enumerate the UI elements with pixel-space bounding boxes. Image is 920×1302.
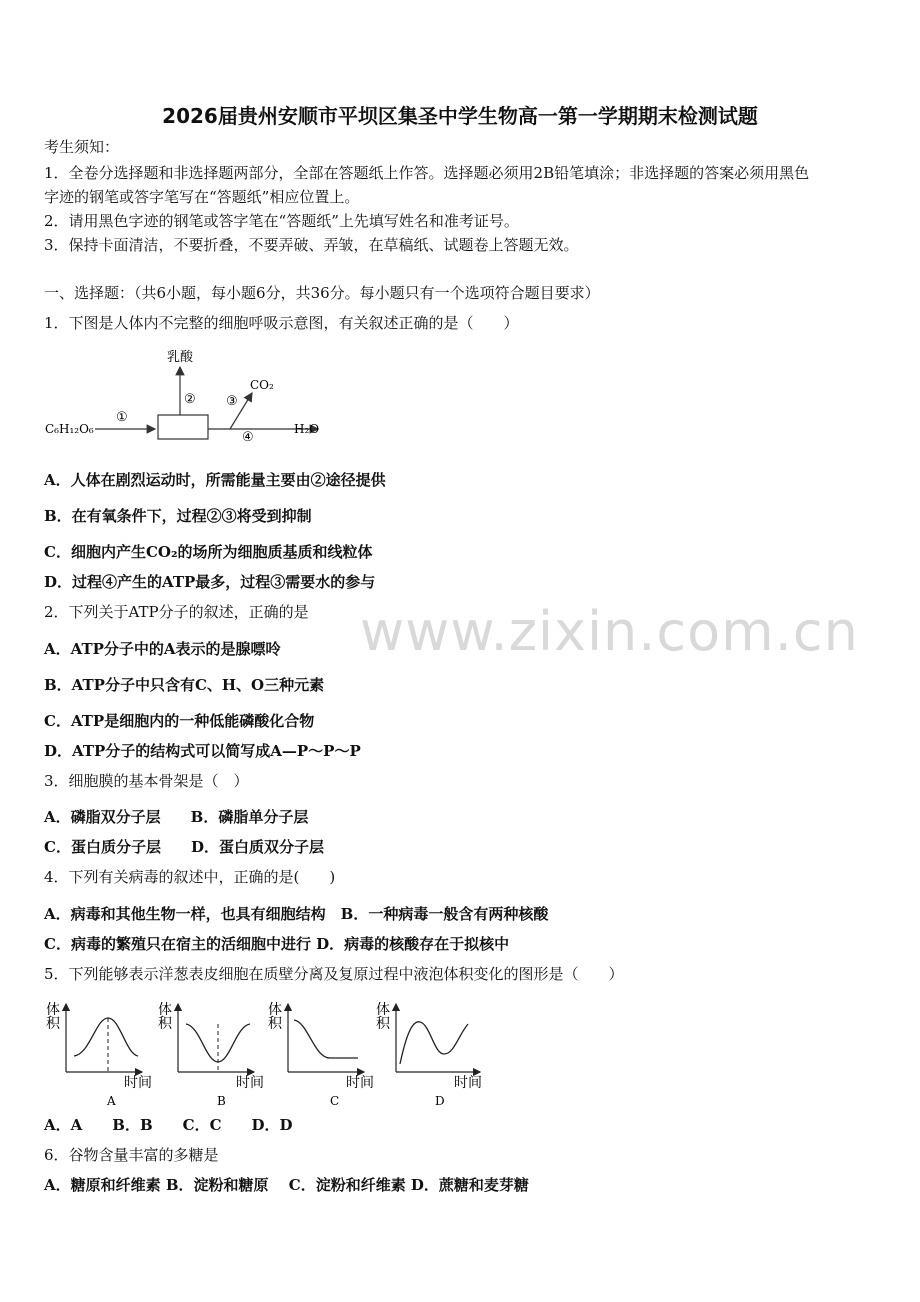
x-axis-label: 时间 [124,1075,152,1091]
question-1-stem: 1．下图是人体内不完整的细胞呼吸示意图，有关叙述正确的是（ ） [44,314,519,332]
question-2-option-b: B．ATP分子中只含有C、H、O三种元素 [44,676,325,694]
graph-label-d: D [435,1094,445,1108]
question-1-option-d: D．过程④产生的ATP最多，过程③需要水的参与 [44,573,376,591]
step-3-label: ③ [226,394,238,409]
step-2-label: ② [184,392,196,407]
y-axis-label: 积 [158,1016,172,1032]
question-2-stem: 2．下列关于ATP分子的叙述，正确的是 [44,603,309,621]
question-3-options-row-2: C．蛋白质分子层 D．蛋白质双分子层 [44,838,324,856]
y-axis-label: 体 [46,1002,60,1018]
question-4-options-row-1: A．病毒和其他生物一样，也具有细胞结构 B．一种病毒一般含有两种核酸 [44,905,549,923]
notice-item: 1．全卷分选择题和非选择题两部分，全部在答题纸上作答。选择题必须用2B铅笔填涂；非选择题的答案必须用黑色 [44,164,810,182]
question-4-options-row-2: C．病毒的繁殖只在宿主的活细胞中进行 D．病毒的核酸存在于拟核中 [44,935,510,953]
volume-graphs [40,996,500,1108]
step-4-label: ④ [242,430,254,445]
question-4-stem: 4．下列有关病毒的叙述中，正确的是( ) [44,868,336,886]
question-1-option-a: A．人体在剧烈运动时，所需能量主要由②途径提供 [44,471,386,489]
graph-label-c: C [330,1094,340,1108]
graph-a [46,1001,152,1108]
question-6-options: A．糖原和纤维素 B．淀粉和糖原 C．淀粉和纤维素 D．蔗糖和麦芽糖 [44,1176,529,1194]
graph-label-a: A [107,1094,116,1108]
x-axis-label: 时间 [346,1075,374,1091]
question-1-option-b: B．在有氧条件下，过程②③将受到抑制 [44,507,312,525]
page-title: 2026届贵州安顺市平坝区集圣中学生物高一第一学期期末检测试题 [162,104,758,128]
step-1-label: ① [116,410,128,425]
x-axis-label: 时间 [454,1075,482,1091]
y-axis-label: 体 [376,1002,390,1018]
respiration-diagram [40,345,340,455]
notice-heading: 考生须知： [44,138,120,156]
question-3-options-row-1: A．磷脂双分子层 B．磷脂单分子层 [44,808,309,826]
notice-item: 2．请用黑色字迹的钢笔或答字笔在“答题纸”上先填写姓名和准考证号。 [44,212,519,230]
section-heading: 一、选择题：（共6小题，每小题6分，共36分。每小题只有一个选项符合题目要求） [44,284,600,302]
lactic-acid-label: 乳酸 [167,350,194,365]
question-2-option-c: C．ATP是细胞内的一种低能磷酸化合物 [44,712,315,730]
reaction-box [158,415,208,439]
glucose-label: C₆H₁₂O₆ [45,422,94,436]
question-2-option-d: D．ATP分子的结构式可以简写成A—P～P～P [44,742,361,760]
question-5-options: A．A B．B C．C D．D [44,1116,293,1134]
question-3-stem: 3．细胞膜的基本骨架是（ ） [44,772,249,790]
x-axis-label: 时间 [236,1075,264,1091]
graph-d [376,1001,482,1108]
y-axis-label: 体 [268,1002,282,1018]
graph-c [268,1001,374,1108]
question-6-stem: 6．谷物含量丰富的多糖是 [44,1146,219,1164]
y-axis-label: 积 [46,1016,60,1032]
water-label: H₂O [294,422,320,436]
co2-label: CO₂ [250,378,274,392]
notice-item: 字迹的钢笔或答字笔写在“答题纸”相应位置上。 [44,188,360,206]
graph-b [158,1001,264,1108]
question-1-option-c: C．细胞内产生CO₂的场所为细胞质基质和线粒体 [44,543,373,561]
y-axis-label: 积 [376,1016,390,1032]
y-axis-label: 积 [268,1016,282,1032]
question-5-stem: 5．下列能够表示洋葱表皮细胞在质壁分离及复原过程中液泡体积变化的图形是（ ） [44,965,624,983]
notice-item: 3．保持卡面清洁，不要折叠，不要弄破、弄皱，在草稿纸、试题卷上答题无效。 [44,236,579,254]
question-2-option-a: A．ATP分子中的A表示的是腺嘌呤 [44,640,281,658]
y-axis-label: 体 [158,1002,172,1018]
graph-label-b: B [217,1094,226,1108]
watermark: www.zixin.com.cn [360,600,859,663]
